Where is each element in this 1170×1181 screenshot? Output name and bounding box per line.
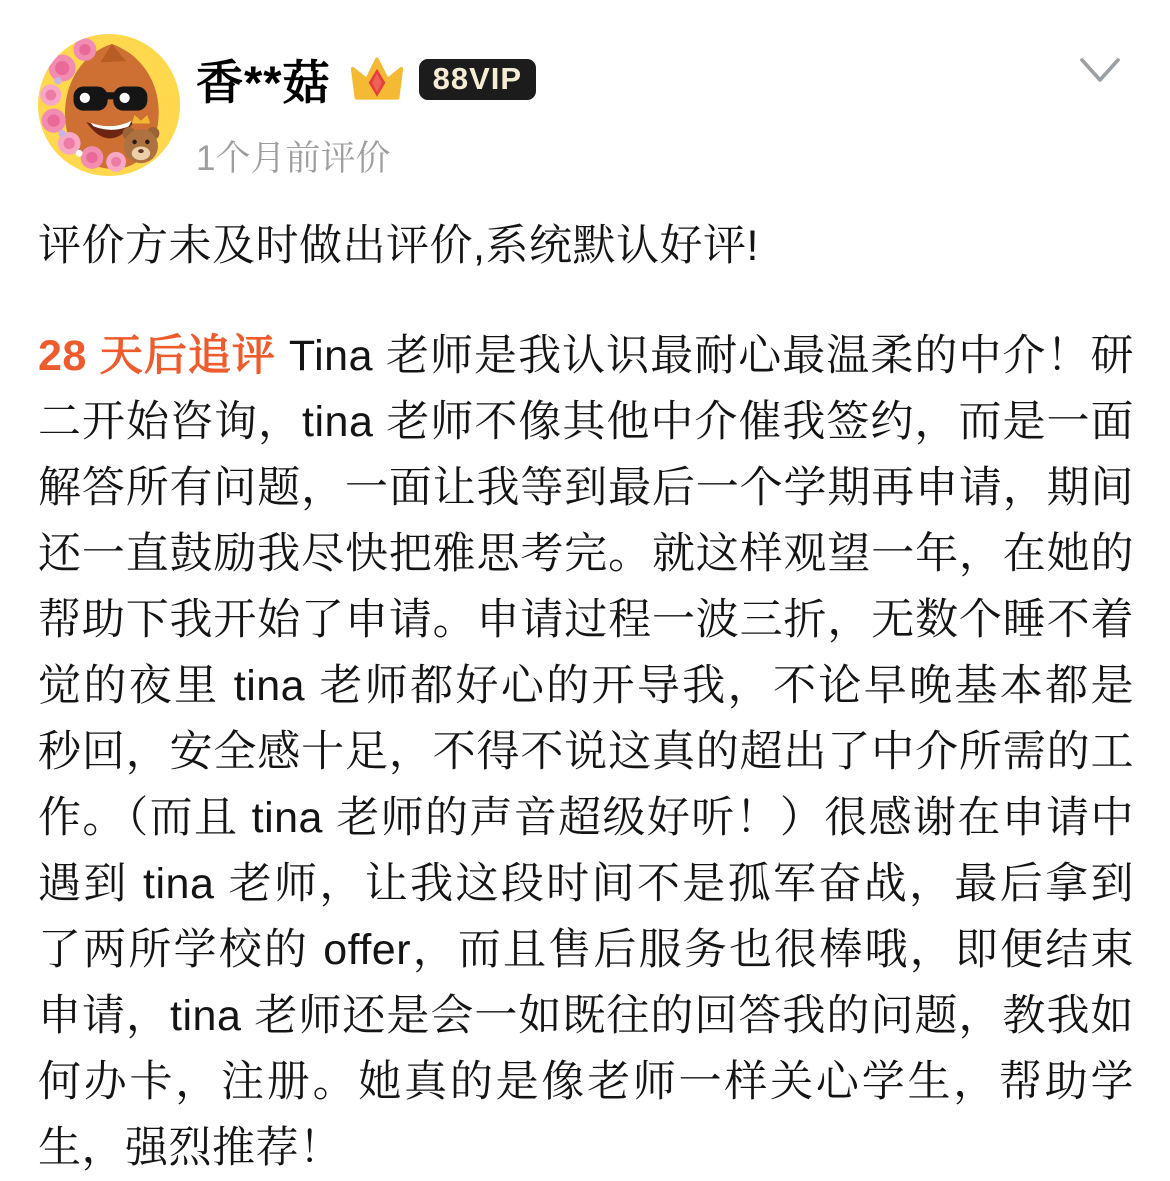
followup-review [38,323,1134,1181]
chevron-down-icon[interactable] [1078,56,1122,86]
header-text [196,34,536,181]
followup-label: 28 天后追评 [38,332,276,380]
vip-badge: 88VIP [419,59,536,100]
avatar [38,34,180,176]
username: 香**菇 [196,56,331,109]
review-timestamp: 1个月前评价 [196,139,391,178]
followup-text: Tina 老师是我认识最耐心最温柔的中介！研二开始咨询，tina 老师不像其他中介催我签约，而是一面解答所有问题，一面让我等到最后一个学期再申请，期间还一直鼓励我尽快把雅思考完。就这样观望一年，在她的帮助下我开始了申请。申请过程一波三折，无数个睡不着觉的夜里 tina 老师都好心的开导我，不论早晚基本都是秒回，安全感十足，不得不说这真的超出了中介所需的工作。（而且 tina 老师的声音超级好听！）很感谢在申请中遇到 tina 老师，让我这段时间不是孤军奋战，最后拿到了两所学校的 offer，而且售后服务也很棒哦，即便结束申请，tina 老师还是会一如既往的回答我的问题，教我如何办卡，注册。她真的是像老师一样关心学生，帮助学生，强烈推荐！ [38,332,1134,1172]
review-body [38,213,1134,1181]
avatar-image [38,34,180,176]
name-row [196,46,536,113]
default-review-text: 评价方未及时做出评价,系统默认好评! [38,222,759,270]
crown-icon [349,55,405,105]
user-header [38,34,1130,181]
